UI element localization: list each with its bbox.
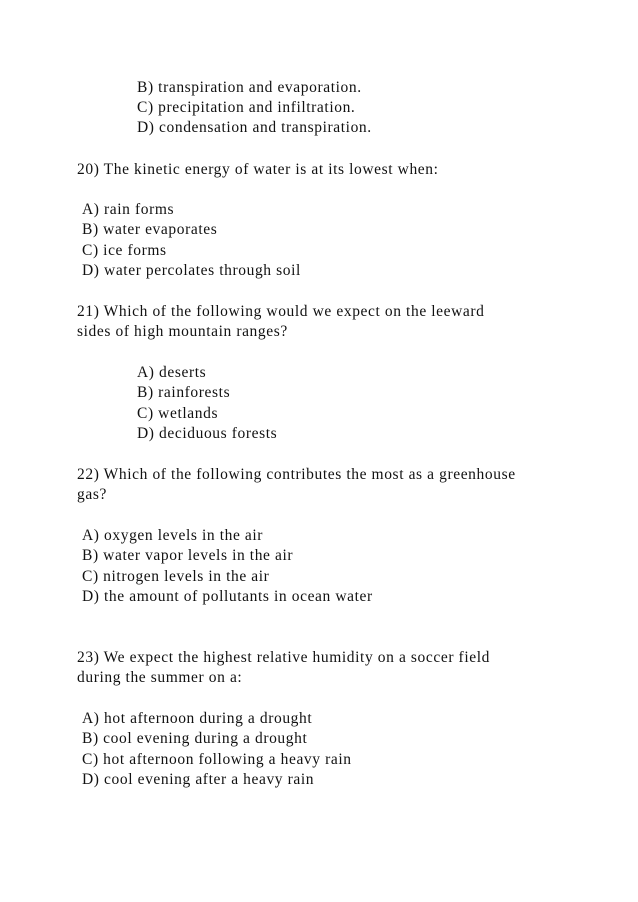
q21-option-b: B) rainforests <box>137 384 231 401</box>
q22-question-line1: 22) Which of the following contributes the most as a greenhouse <box>77 466 516 483</box>
q21-question-line1: 21) Which of the following would we expect on the leeward <box>77 303 485 320</box>
q20-option-a: A) rain forms <box>82 201 175 218</box>
q23-option-b: B) cool evening during a drought <box>82 730 308 747</box>
q23-option-a: A) hot afternoon during a drought <box>82 710 313 727</box>
q21-option-a: A) deserts <box>137 364 207 381</box>
q20-option-b: B) water evaporates <box>82 221 218 238</box>
q20-option-d: D) water percolates through soil <box>82 262 301 279</box>
q22-option-c: C) nitrogen levels in the air <box>82 568 270 585</box>
q23-option-d: D) cool evening after a heavy rain <box>82 771 315 788</box>
q22-question-line2: gas? <box>77 486 107 503</box>
q20-option-c: C) ice forms <box>82 242 167 259</box>
q23-question-line1: 23) We expect the highest relative humidity on a soccer field <box>77 649 490 666</box>
q20-question: 20) The kinetic energy of water is at its lowest when: <box>77 161 439 178</box>
q19-option-b: B) transpiration and evaporation. <box>137 79 362 96</box>
q21-option-c: C) wetlands <box>137 405 219 422</box>
q23-question-line2: during the summer on a: <box>77 669 243 686</box>
q22-option-d: D) the amount of pollutants in ocean water <box>82 588 373 605</box>
q19-option-c: C) precipitation and infiltration. <box>137 99 356 116</box>
q21-option-d: D) deciduous forests <box>137 425 278 442</box>
q22-option-a: A) oxygen levels in the air <box>82 527 264 544</box>
q22-option-b: B) water vapor levels in the air <box>82 547 294 564</box>
q19-option-d: D) condensation and transpiration. <box>137 119 372 136</box>
q21-question-line2: sides of high mountain ranges? <box>77 323 288 340</box>
q23-option-c: C) hot afternoon following a heavy rain <box>82 751 352 768</box>
